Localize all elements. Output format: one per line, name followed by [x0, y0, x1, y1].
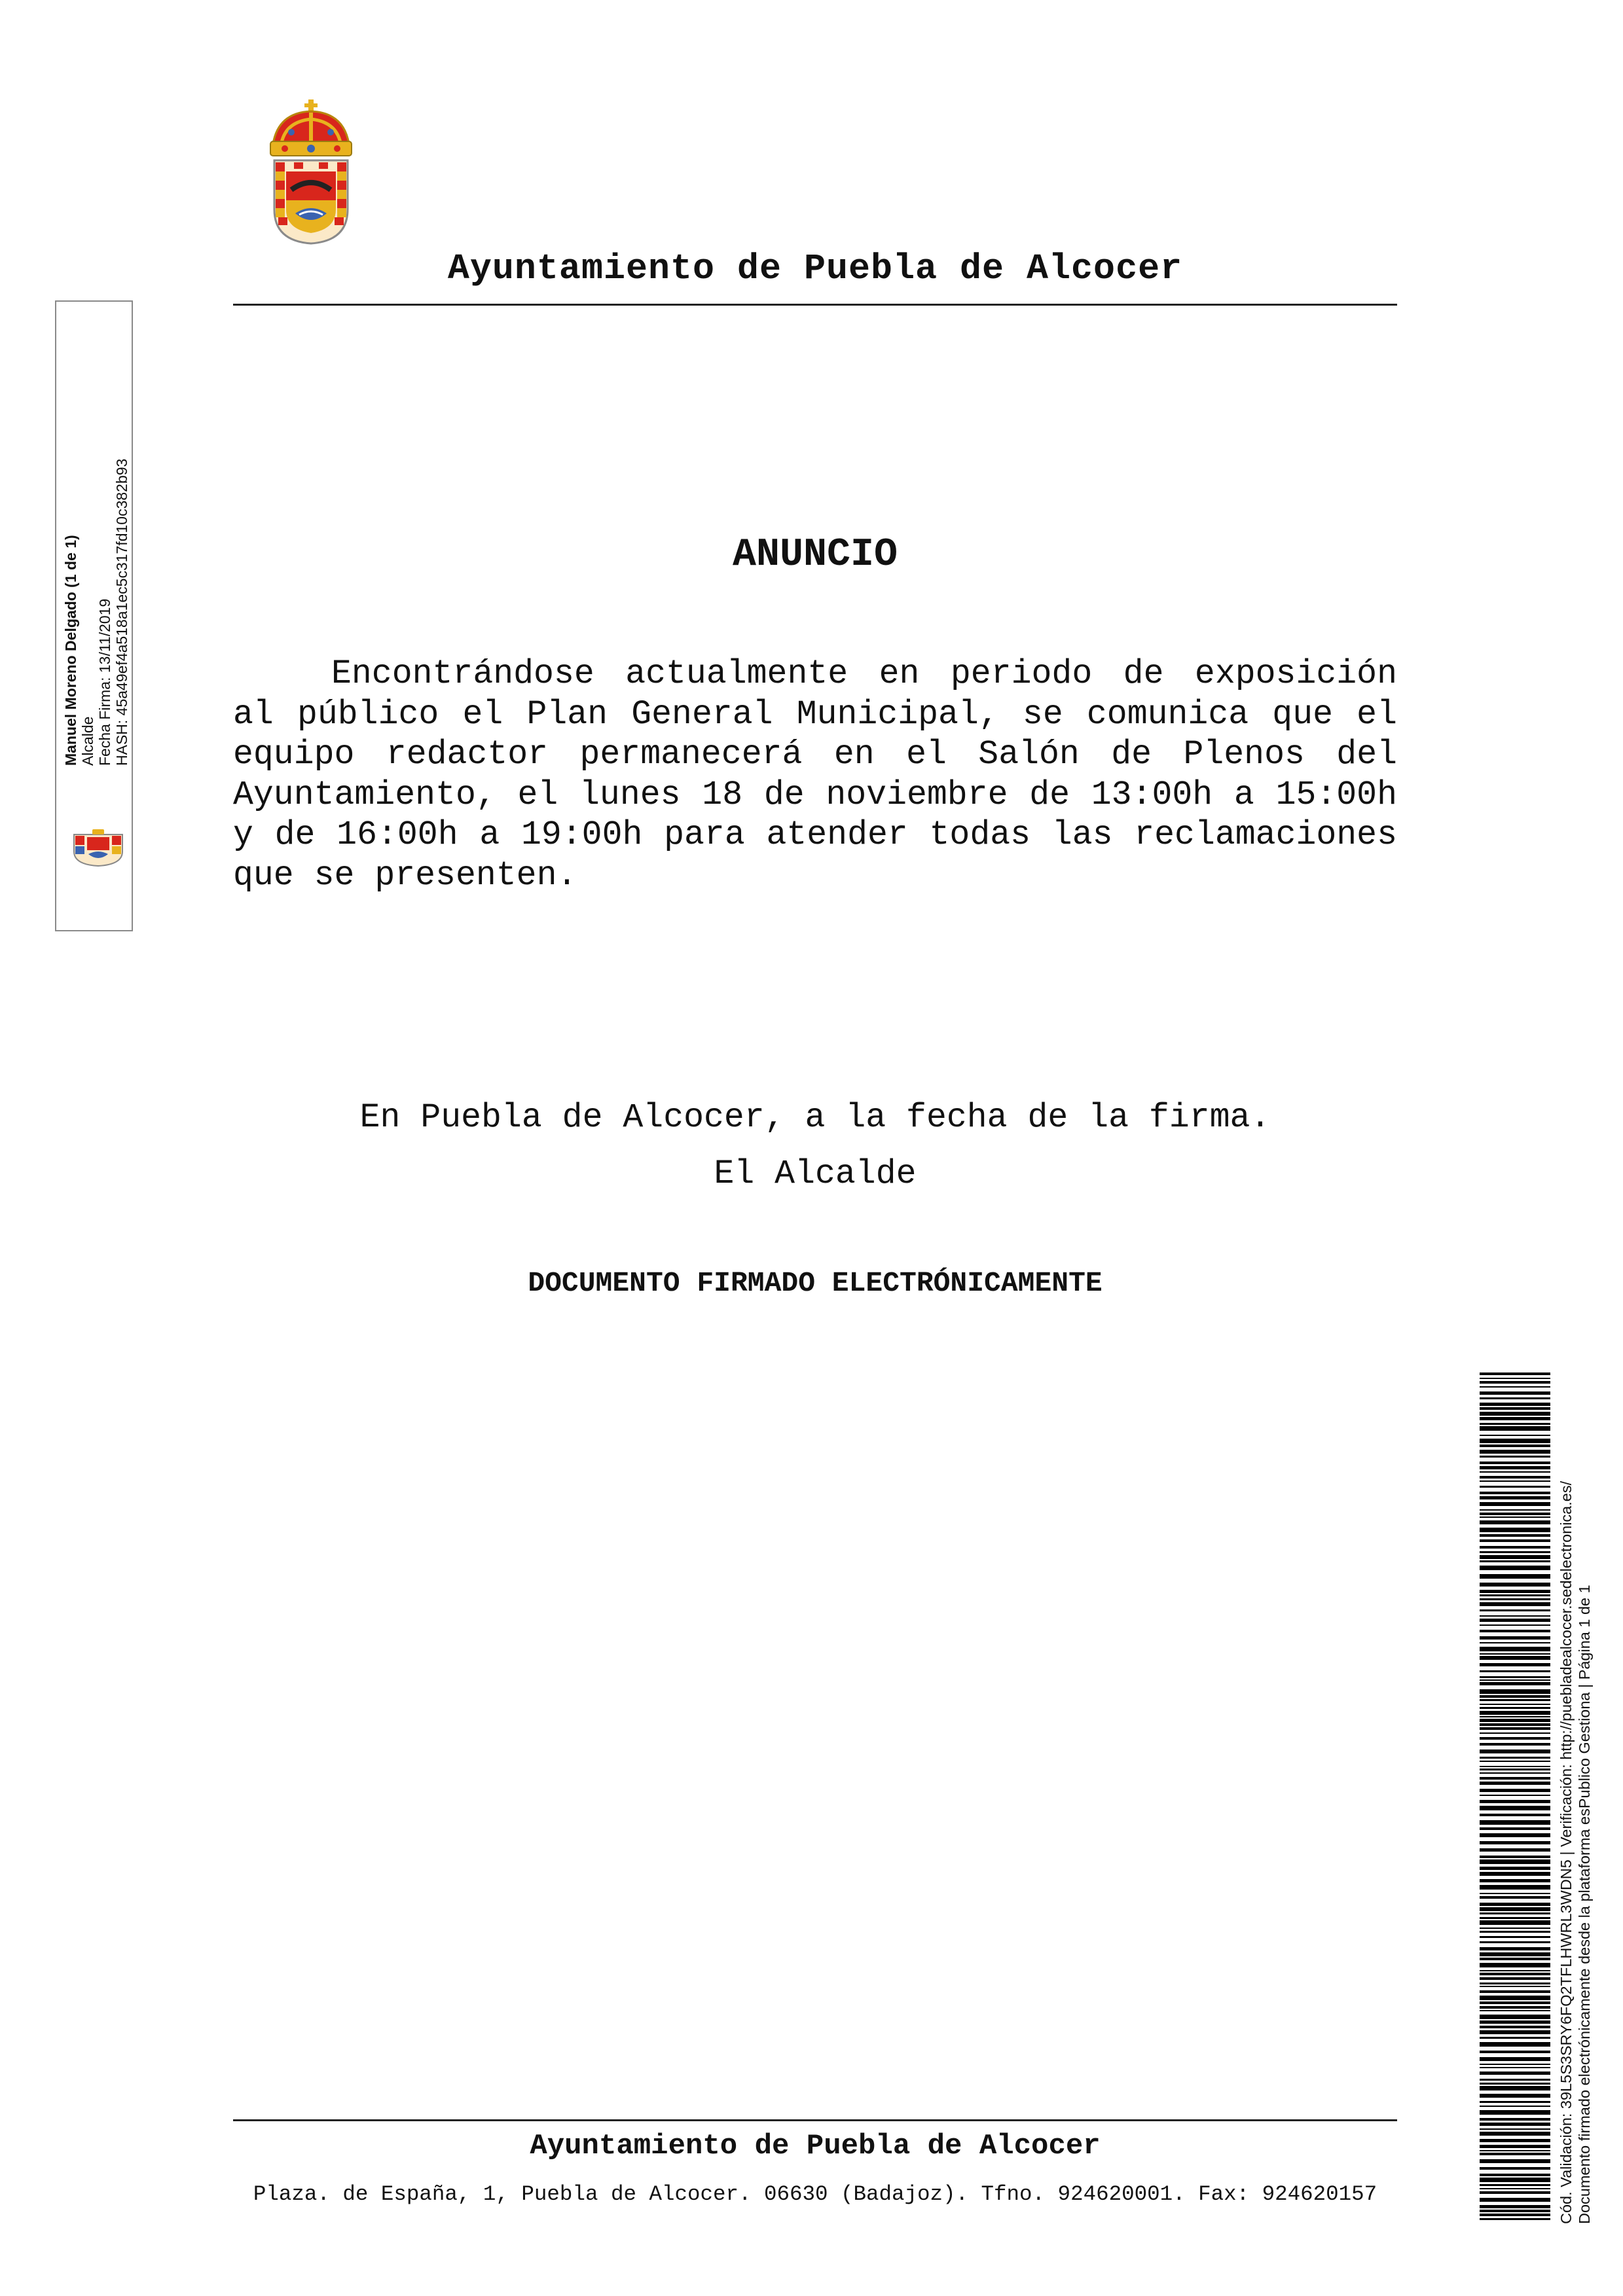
barcode-bar: [1480, 2198, 1550, 2202]
barcode-bar: [1480, 1378, 1550, 1379]
barcode-bar: [1480, 1439, 1550, 1443]
barcode-bar: [1480, 1546, 1550, 1549]
barcode-bar: [1480, 1928, 1550, 1929]
barcode-bar: [1480, 1647, 1550, 1651]
barcode-bar: [1480, 1403, 1550, 1406]
signature-details: [62, 459, 130, 766]
barcode-bar: [1480, 1704, 1550, 1705]
barcode-bar: [1480, 1516, 1550, 1518]
barcode-bar: [1480, 1936, 1550, 1938]
barcode-bar: [1480, 1534, 1550, 1537]
barcode-bar: [1480, 1977, 1550, 1980]
barcode-bar: [1480, 2067, 1550, 2068]
barcode-bar: [1480, 2150, 1550, 2151]
barcode-bar: [1480, 2026, 1550, 2028]
barcode-bar: [1480, 1496, 1550, 1499]
barcode-bar: [1480, 1583, 1550, 1587]
barcode-bar: [1480, 2037, 1550, 2039]
barcode-bar: [1480, 1820, 1550, 1825]
barcode-bar: [1480, 2106, 1550, 2107]
barcode-bar: [1480, 1609, 1550, 1611]
barcode-bar: [1480, 1513, 1550, 1515]
verification-text: [1557, 1481, 1594, 2224]
barcode-bar: [1480, 1749, 1550, 1753]
barcode-bar: [1480, 1711, 1550, 1715]
barcode-bar: [1480, 1653, 1550, 1655]
signature-hash: HASH: 45a49ef4a518a1ec5c317fd10c382b93: [113, 458, 130, 766]
barcode-bar: [1480, 1456, 1550, 1458]
barcode-bar: [1480, 1723, 1550, 1726]
barcode-bar: [1480, 2001, 1550, 2004]
barcode-bar: [1480, 2094, 1550, 2098]
barcode-bar: [1480, 2083, 1550, 2085]
barcode-bar: [1480, 2118, 1550, 2121]
barcode-bar: [1480, 1732, 1550, 1734]
barcode-bar: [1480, 2191, 1550, 2194]
barcode-bar: [1480, 1827, 1550, 1830]
barcode-bar: [1480, 1417, 1550, 1420]
barcode-bar: [1480, 1800, 1550, 1803]
header-title: Ayuntamiento de Puebla de Alcocer: [447, 248, 1183, 289]
barcode-bar: [1480, 2006, 1550, 2009]
barcode-bar: [1480, 1743, 1550, 1746]
barcode-bar: [1480, 1509, 1550, 1511]
barcode-bar: [1480, 1920, 1550, 1925]
barcode-bar: [1480, 1963, 1550, 1967]
barcode-bar: [1480, 1806, 1550, 1810]
barcode-bar: [1480, 2086, 1550, 2090]
barcode-bar: [1480, 1727, 1550, 1730]
barcode-bar: [1480, 1566, 1550, 1570]
barcode-bar: [1480, 1952, 1550, 1956]
footer-address: Plaza. de España, 1, Puebla de Alcocer. 06630 (Badajoz). Tfno. 924620001. Fax: 924620157: [253, 2182, 1377, 2206]
signed-note: DOCUMENTO FIRMADO ELECTRÓNICAMENTE: [528, 1267, 1103, 1299]
header-divider: [233, 304, 1397, 306]
barcode-bar: [1480, 1391, 1550, 1395]
barcode-bar: [1480, 1492, 1550, 1494]
barcode-bar: [1480, 1761, 1550, 1762]
barcode-bar: [1480, 1480, 1550, 1482]
barcode-bar: [1480, 2057, 1550, 2061]
barcode-bar: [1480, 2072, 1550, 2075]
barcode-bar: [1480, 1386, 1550, 1388]
barcode-bar: [1480, 1372, 1550, 1375]
barcode-bar: [1480, 1619, 1550, 1622]
barcode-bar: [1480, 1958, 1550, 1960]
barcode-bar: [1480, 1833, 1550, 1837]
barcode-bar: [1480, 1947, 1550, 1950]
barcode-bar: [1480, 1381, 1550, 1384]
verification-line-2: Documento firmado electrónicamente desde la plataforma esPublico Gestiona | Página 1 de 1: [1576, 1585, 1593, 2224]
barcode-bar: [1480, 1598, 1550, 1600]
barcode-bar: [1480, 1656, 1550, 1660]
barcode-bar: [1480, 1689, 1550, 1694]
barcode-bar: [1480, 1789, 1550, 1792]
barcode-bar: [1480, 1444, 1550, 1447]
barcode-bar: [1480, 1630, 1550, 1632]
barcode-bar: [1480, 1663, 1550, 1666]
signer-name: Manuel Moreno Delgado (1 de 1): [62, 535, 79, 766]
barcode-bar: [1480, 2020, 1550, 2024]
barcode-bar: [1480, 1841, 1550, 1844]
barcode-bar: [1480, 2188, 1550, 2189]
barcode-bar: [1480, 1893, 1550, 1894]
barcode-bar: [1480, 2132, 1550, 2136]
barcode-bar: [1480, 1466, 1550, 1469]
barcode-bar: [1480, 2139, 1550, 2142]
barcode-bar: [1480, 1931, 1550, 1933]
barcode-bar: [1480, 1699, 1550, 1701]
barcode-bar: [1480, 1768, 1550, 1770]
barcode-bar: [1480, 1476, 1550, 1479]
barcode-bar: [1480, 1670, 1550, 1672]
barcode-bar: [1480, 1624, 1550, 1626]
barcode-bar: [1480, 1757, 1550, 1759]
barcode-bar: [1480, 1574, 1550, 1579]
barcode-bar: [1480, 2174, 1550, 2176]
barcode-bar: [1480, 2214, 1550, 2216]
barcode-bar: [1480, 2145, 1550, 2148]
barcode-bar: [1480, 1426, 1550, 1431]
barcode-bar: [1480, 2015, 1550, 2019]
barcode-bar: [1480, 1642, 1550, 1643]
barcode-bar: [1480, 1716, 1550, 1717]
barcode-bar: [1480, 1782, 1550, 1785]
barcode-bar: [1480, 1917, 1550, 1919]
barcode-bar: [1480, 1990, 1550, 1993]
barcode-bar: [1480, 2159, 1550, 2163]
barcode-bar: [1480, 1528, 1550, 1532]
barcode-bar: [1480, 1879, 1550, 1882]
barcode-bar: [1480, 1502, 1550, 1506]
barcode-bar: [1480, 1814, 1550, 1816]
barcode-bar: [1480, 1520, 1550, 1524]
barcode-bar: [1480, 1539, 1550, 1542]
barcode-bar: [1480, 1982, 1550, 1984]
barcode-bar: [1480, 1896, 1550, 1899]
barcode-bar: [1480, 1912, 1550, 1914]
barcode-bar: [1480, 1907, 1550, 1911]
barcode-bar: [1480, 1737, 1550, 1740]
barcode-bar: [1480, 1856, 1550, 1858]
barcode-bar: [1480, 2101, 1550, 2103]
barcode-bar: [1480, 2051, 1550, 2053]
announcement-body: Encontrándose actualmente en periodo de exposición al público el Plan General Municipal, se comunica que el equipo redactor permanecerá en el Salón de Plenos del Ayuntamiento, el lunes 18 de noviembre de 13:00h a 15:00h y de 16:00h a 19:00h para atender todas las reclamaciones que se presenten.: [233, 655, 1397, 895]
coat-of-arms-icon: [265, 98, 357, 245]
barcode-bar: [1480, 1719, 1550, 1722]
barcode-bar: [1480, 1867, 1550, 1870]
barcode-bar: [1480, 2064, 1550, 2065]
barcode-bar: [1480, 1594, 1550, 1596]
barcode-bar: [1480, 1676, 1550, 1678]
barcode-bar: [1480, 1682, 1550, 1685]
barcode-bar: [1480, 2123, 1550, 2126]
barcode-bar: [1480, 1555, 1550, 1559]
barcode-bar: [1480, 1766, 1550, 1767]
barcode-bar: [1480, 1777, 1550, 1780]
mini-coat-of-arms-icon: [69, 828, 128, 867]
barcode-bar: [1480, 2110, 1550, 2115]
barcode-bar: [1480, 1848, 1550, 1852]
barcode-bar: [1480, 1859, 1550, 1864]
closing-place: En Puebla de Alcocer, a la fecha de la firma.: [359, 1099, 1271, 1137]
barcode-bar: [1480, 1423, 1550, 1425]
signer-role: Alcalde: [79, 716, 96, 766]
barcode-bar: [1480, 1941, 1550, 1943]
verification-line-1: Cód. Validación: 39L5S3SRY6FQ2TFLHWRL3WDN5 | Verificación: http://puebladealcocer.sedelectronica.es/: [1558, 1480, 1575, 2224]
barcode-bar: [1480, 2205, 1550, 2208]
barcode-bar: [1480, 1795, 1550, 1796]
barcode-bar: [1480, 2218, 1550, 2220]
barcode-bar: [1480, 1903, 1550, 1906]
barcode-bar: [1480, 2079, 1550, 2081]
footer-title: Ayuntamiento de Puebla de Alcocer: [530, 2130, 1101, 2162]
barcode-bar: [1480, 1772, 1550, 1774]
barcode-bar: [1480, 1970, 1550, 1971]
page-title: ANUNCIO: [732, 533, 898, 577]
barcode-bar: [1480, 1996, 1550, 2000]
barcode-bar: [1480, 1885, 1550, 1890]
barcode-bar: [1480, 1450, 1550, 1454]
barcode-bar: [1480, 1407, 1550, 1410]
barcode-bar: [1480, 1602, 1550, 1606]
barcode-bar: [1480, 1986, 1550, 1987]
barcode-bar: [1480, 2030, 1550, 2034]
signature-date: Fecha Firma: 13/11/2019: [96, 598, 113, 766]
barcode-bar: [1480, 1397, 1550, 1399]
barcode-bar: [1480, 1590, 1550, 1593]
barcode-bar: [1480, 2128, 1550, 2130]
barcode-bar: [1480, 1695, 1550, 1698]
barcode-bar: [1480, 1636, 1550, 1640]
barcode-bar: [1480, 1462, 1550, 1464]
barcode-bar: [1480, 1679, 1550, 1681]
barcode-bar: [1480, 2010, 1550, 2011]
barcode-bar: [1480, 2042, 1550, 2047]
footer-divider: [233, 2119, 1397, 2121]
barcode-bar: [1480, 1435, 1550, 1436]
barcode-bar: [1480, 1707, 1550, 1709]
barcode-bar: [1480, 2184, 1550, 2186]
barcode-icon: [1480, 1372, 1550, 2223]
barcode-bar: [1480, 1560, 1550, 1562]
barcode-bar: [1480, 2153, 1550, 2155]
barcode-bar: [1480, 1412, 1550, 1416]
barcode-bar: [1480, 2167, 1550, 2170]
barcode-bar: [1480, 1471, 1550, 1473]
barcode-bar: [1480, 2178, 1550, 2182]
barcode-bar: [1480, 2210, 1550, 2212]
barcode-bar: [1480, 1615, 1550, 1617]
barcode-bar: [1480, 1486, 1550, 1488]
barcode-bar: [1480, 1551, 1550, 1553]
barcode-bar: [1480, 1872, 1550, 1876]
closing-role: El Alcalde: [714, 1155, 917, 1193]
barcode-bar: [1480, 1973, 1550, 1975]
